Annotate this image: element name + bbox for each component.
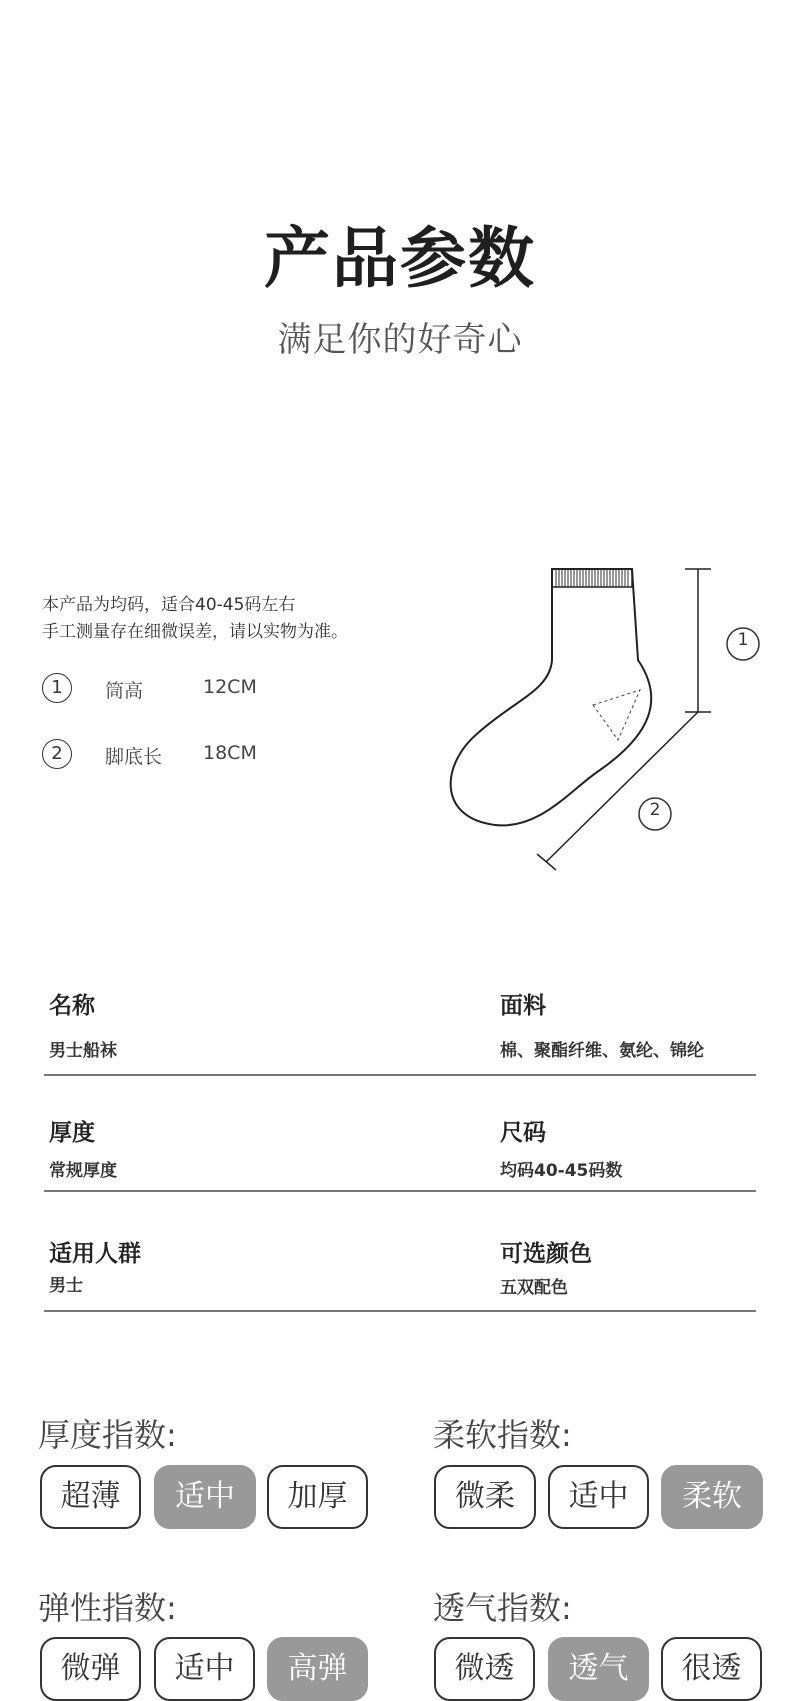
spec-label-colors: 可选颜色: [500, 1241, 592, 1267]
elasticity-option-slight[interactable]: 微弹: [40, 1637, 141, 1701]
sock-heel-dashed: [593, 690, 640, 740]
spec-divider-1: [44, 1074, 756, 1076]
diagram-marker-1-label: 1: [737, 630, 749, 650]
page-title: 产品参数: [264, 220, 536, 297]
spec-value-thickness: 常规厚度: [49, 1161, 117, 1181]
thickness-option-medium[interactable]: 适中: [154, 1465, 256, 1529]
spec-label-name: 名称: [49, 993, 95, 1019]
index-title-breathability: 透气指数:: [433, 1589, 572, 1627]
diagram-marker-2-label: 2: [649, 800, 661, 820]
breathability-option-breathable[interactable]: 透气: [548, 1637, 649, 1701]
measurement-value-height: 12CM: [203, 676, 257, 698]
breathability-option-very[interactable]: 很透: [661, 1637, 762, 1701]
spec-value-audience: 男士: [49, 1276, 83, 1296]
index-title-thickness: 厚度指数:: [38, 1416, 177, 1454]
page-subtitle: 满足你的好奇心: [277, 320, 523, 360]
spec-label-size: 尺码: [500, 1120, 546, 1146]
sole-dimension-line: [546, 712, 698, 862]
index-title-softness: 柔软指数:: [433, 1416, 572, 1454]
spec-value-name: 男士船袜: [49, 1041, 117, 1061]
measurement-number-1: 1: [42, 673, 72, 703]
spec-label-thickness: 厚度: [49, 1120, 95, 1146]
index-title-elasticity: 弹性指数:: [38, 1589, 177, 1627]
size-note-line-2: 手工测量存在细微误差，请以实物为准。: [42, 622, 348, 642]
spec-label-fabric: 面料: [500, 993, 546, 1019]
thickness-option-ultrathin[interactable]: 超薄: [40, 1465, 141, 1529]
softness-option-slight[interactable]: 微柔: [434, 1465, 536, 1529]
measurement-value-sole: 18CM: [203, 742, 257, 764]
spec-value-fabric: 棉、聚酯纤维、氨纶、锦纶: [500, 1041, 704, 1061]
measurement-label-height: 筒高: [105, 680, 144, 702]
elasticity-option-high[interactable]: 高弹: [267, 1637, 368, 1701]
softness-option-medium[interactable]: 适中: [548, 1465, 649, 1529]
breathability-option-slight[interactable]: 微透: [434, 1637, 535, 1701]
spec-value-size: 均码40-45码数: [500, 1161, 623, 1181]
softness-option-soft[interactable]: 柔软: [661, 1465, 763, 1529]
elasticity-option-medium[interactable]: 适中: [154, 1637, 255, 1701]
spec-divider-2: [44, 1190, 756, 1192]
measurement-label-sole: 脚底长: [105, 746, 163, 768]
measurement-number-2: 2: [42, 739, 72, 769]
spec-value-colors: 五双配色: [500, 1278, 568, 1298]
spec-label-audience: 适用人群: [49, 1241, 141, 1267]
thickness-option-thick[interactable]: 加厚: [267, 1465, 368, 1529]
spec-divider-3: [44, 1310, 756, 1312]
sock-cuff-ribs: [556, 569, 628, 587]
size-note-line-1: 本产品为均码，适合40-45码左右: [42, 595, 296, 615]
sock-diagram: [440, 555, 770, 875]
